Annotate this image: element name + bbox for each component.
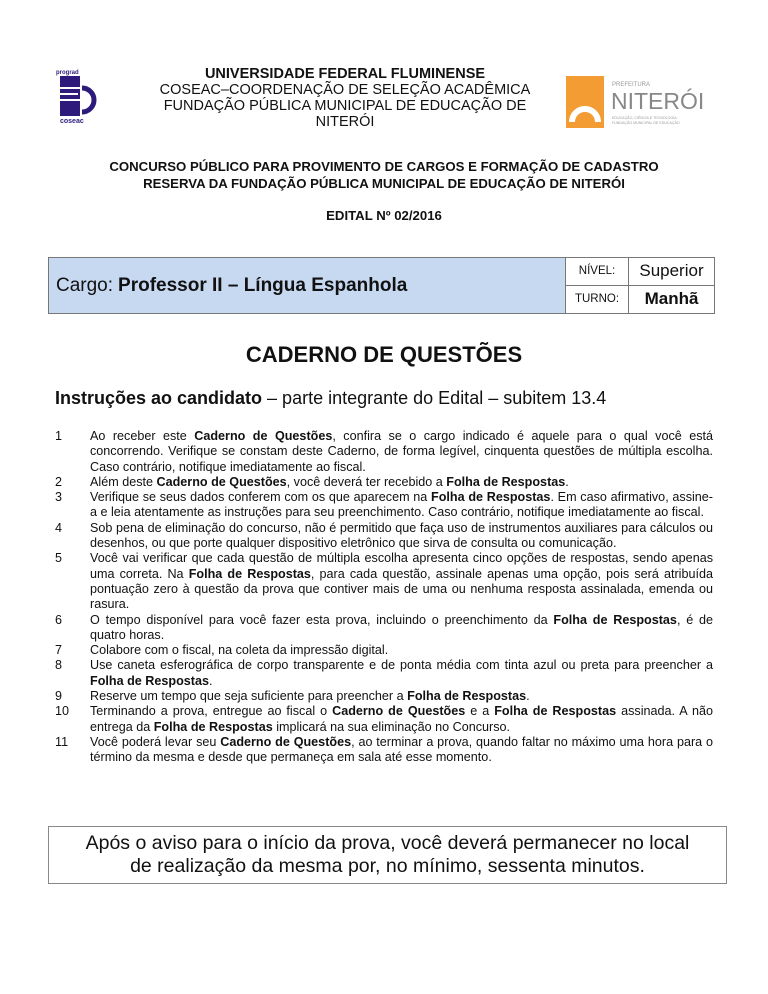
bold-term: Caderno de Questões (332, 704, 466, 719)
item-text (90, 521, 713, 552)
list-item (55, 643, 713, 658)
page-title: CADERNO DE QUESTÕES (245, 342, 523, 367)
item-number: 4 (55, 520, 63, 535)
text-segment: assinada. A não entrega da (90, 704, 713, 734)
item-number: 6 (55, 612, 63, 627)
level-shift-table (565, 258, 714, 313)
text-segment: , ao terminar a prova, quando faltar no máximo uma hora para o término da mesma e desde que permaneça em sala até esse momento. (90, 734, 713, 765)
bold-term: Folha de Respostas (188, 566, 311, 581)
text-segment: . (208, 673, 213, 688)
text-segment: Você poderá levar seu (90, 734, 221, 749)
coseac-logo (52, 68, 102, 124)
final-notice-line-1: Após o aviso para o início da prova, você deverá permanecer no local (85, 832, 690, 854)
logo-text-coseac: coseac (60, 118, 84, 124)
item-text (90, 613, 713, 644)
bold-term: Folha de Respostas (90, 673, 209, 688)
cargo-label: Cargo: (56, 274, 114, 296)
text-segment: . (565, 474, 569, 489)
text-segment: , confira se o cargo indicado é aquele para o qual você está concorrendo. Verifique se constam deste Caderno, de forma legível, cinquenta questões de múltipla escolha. Caso contrário, notifique imediatamente ao fiscal. (90, 429, 714, 474)
bold-term: Folha de Respostas (431, 490, 551, 505)
item-number: 10 (55, 704, 70, 719)
concurso-title (0, 158, 768, 192)
logo-text-sub1: EDUCAÇÃO, CIÊNCIA E TECNOLOGIA (612, 116, 677, 120)
nivel-label: NÍVEL: (566, 258, 629, 286)
item-text (90, 429, 713, 475)
text-segment: Ao receber este (90, 429, 195, 443)
logo-text-prefeitura: PREFEITURA (612, 82, 651, 88)
turno-label: TURNO: (566, 286, 629, 314)
text-segment: , você deverá ter recebido a (286, 474, 447, 489)
text-segment: Sob pena de eliminação do concurso, não é permitido que faça uso de instrumentos auxiliares para cálculos ou desenhos, ou que porte qualquer dispositivo eletrônico que sirva de consulta ou comunicação. (90, 520, 713, 551)
text-segment: . Em caso afirmativo, assine-a e leia atentamente as instruções para seu preenchimento. Caso contrário, notifique imediatamente ao fiscal. (90, 490, 714, 520)
bold-term: Folha de Respostas (494, 704, 617, 719)
text-segment: O tempo disponível para você fazer esta prova, incluindo o preenchimento da (90, 612, 554, 627)
item-text (90, 490, 713, 521)
list-item (55, 429, 713, 475)
concurso-line-1: CONCURSO PÚBLICO PARA PROVIMENTO DE CARGOS E FORMAÇÃO DE CADASTRO (109, 159, 659, 174)
item-number: 2 (55, 474, 63, 489)
header-line-3: FUNDAÇÃO PÚBLICA MUNICIPAL DE EDUCAÇÃO DE (163, 98, 527, 114)
final-notice-box (48, 826, 727, 884)
text-segment: Use caneta esferográfica de corpo transparente e de ponta média com tinta azul ou preta para preencher a (90, 658, 713, 673)
item-text (90, 689, 713, 704)
text-segment: Você vai verificar que cada questão de múltipla escolha apresenta cinco opções de respostas, sendo apenas uma correta. Na (90, 551, 713, 581)
text-segment: Terminando a prova, entregue ao fiscal o (90, 704, 333, 719)
list-item (55, 689, 713, 704)
list-item (55, 735, 713, 766)
bold-term: Caderno de Questões (220, 734, 352, 749)
list-item (55, 521, 713, 552)
instructions-heading-rest: – parte integrante do Edital – subitem 13.4 (262, 388, 607, 408)
text-segment: , para cada questão, assinale apenas uma opção, pois será atribuída pontuação zero à questão da prova que contiver mais de uma ou nenhuma resposta assinalada, emenda ou rasura. (90, 566, 713, 612)
item-number: 3 (55, 490, 63, 505)
concurso-line-2: RESERVA DA FUNDAÇÃO PÚBLICA MUNICIPAL DE EDUCAÇÃO DE NITERÓI (143, 176, 625, 191)
university-name: UNIVERSIDADE FEDERAL FLUMINENSE (204, 66, 486, 82)
edital-number: EDITAL Nº 02/2016 (326, 208, 442, 223)
instructions-heading-bold: Instruções ao candidato (55, 388, 263, 408)
list-item (55, 658, 713, 689)
bold-term: Caderno de Questões (194, 429, 333, 443)
text-segment: e a (465, 704, 495, 719)
item-text (90, 735, 713, 766)
text-segment: Verifique se seus dados conferem com os que aparecem na (90, 490, 432, 505)
item-number: 7 (55, 643, 63, 658)
item-number: 1 (55, 429, 63, 443)
item-number: 5 (55, 551, 63, 566)
bold-term: Folha de Respostas (407, 689, 527, 704)
item-text (90, 643, 713, 658)
cargo-value: Professor II – Língua Espanhola (118, 274, 408, 296)
text-segment: implicará na sua eliminação no Concurso. (272, 719, 511, 734)
item-number: 9 (55, 689, 63, 704)
logo-text-prograd: prograd (56, 70, 79, 76)
text-segment: Além deste (90, 474, 157, 489)
text-segment: , é de quatro horas. (90, 612, 713, 642)
item-number: 11 (55, 734, 69, 749)
niteroi-logo (562, 74, 717, 132)
logo-text-sub2: FUNDAÇÃO MUNICIPAL DE EDUCAÇÃO (612, 121, 680, 125)
list-item (55, 613, 713, 644)
text-segment: Colabore com o fiscal, na coleta da impressão digital. (90, 643, 389, 658)
turno-value: Manhã (644, 289, 699, 309)
item-text (90, 475, 713, 490)
item-number: 8 (55, 658, 63, 673)
instructions-list (55, 429, 713, 766)
item-text (90, 704, 713, 735)
cargo-field (49, 258, 565, 313)
list-item (55, 704, 713, 735)
nivel-value: Superior (629, 258, 714, 286)
bold-term: Folha de Respostas (153, 719, 273, 734)
list-item (55, 475, 713, 490)
instructions-heading (55, 388, 606, 409)
bold-term: Folha de Respostas (446, 474, 566, 489)
list-item (55, 551, 713, 612)
final-notice-line-2: de realização da mesma por, no mínimo, sessenta minutos. (130, 855, 645, 877)
bold-term: Folha de Respostas (553, 612, 677, 627)
bold-term: Caderno de Questões (156, 474, 287, 489)
item-text (90, 551, 713, 612)
text-segment: Reserve um tempo que seja suficiente para preencher a (90, 689, 408, 704)
header-line-2: COSEAC–COORDENAÇÃO DE SELEÇÃO ACADÊMICA (159, 82, 531, 98)
list-item (55, 490, 713, 521)
item-text (90, 658, 713, 689)
text-segment: . (526, 689, 530, 704)
institution-header (140, 66, 550, 130)
header-line-4: NITERÓI (315, 114, 375, 130)
logo-text-niteroi: NITERÓI (611, 88, 705, 114)
cargo-box (48, 257, 715, 314)
